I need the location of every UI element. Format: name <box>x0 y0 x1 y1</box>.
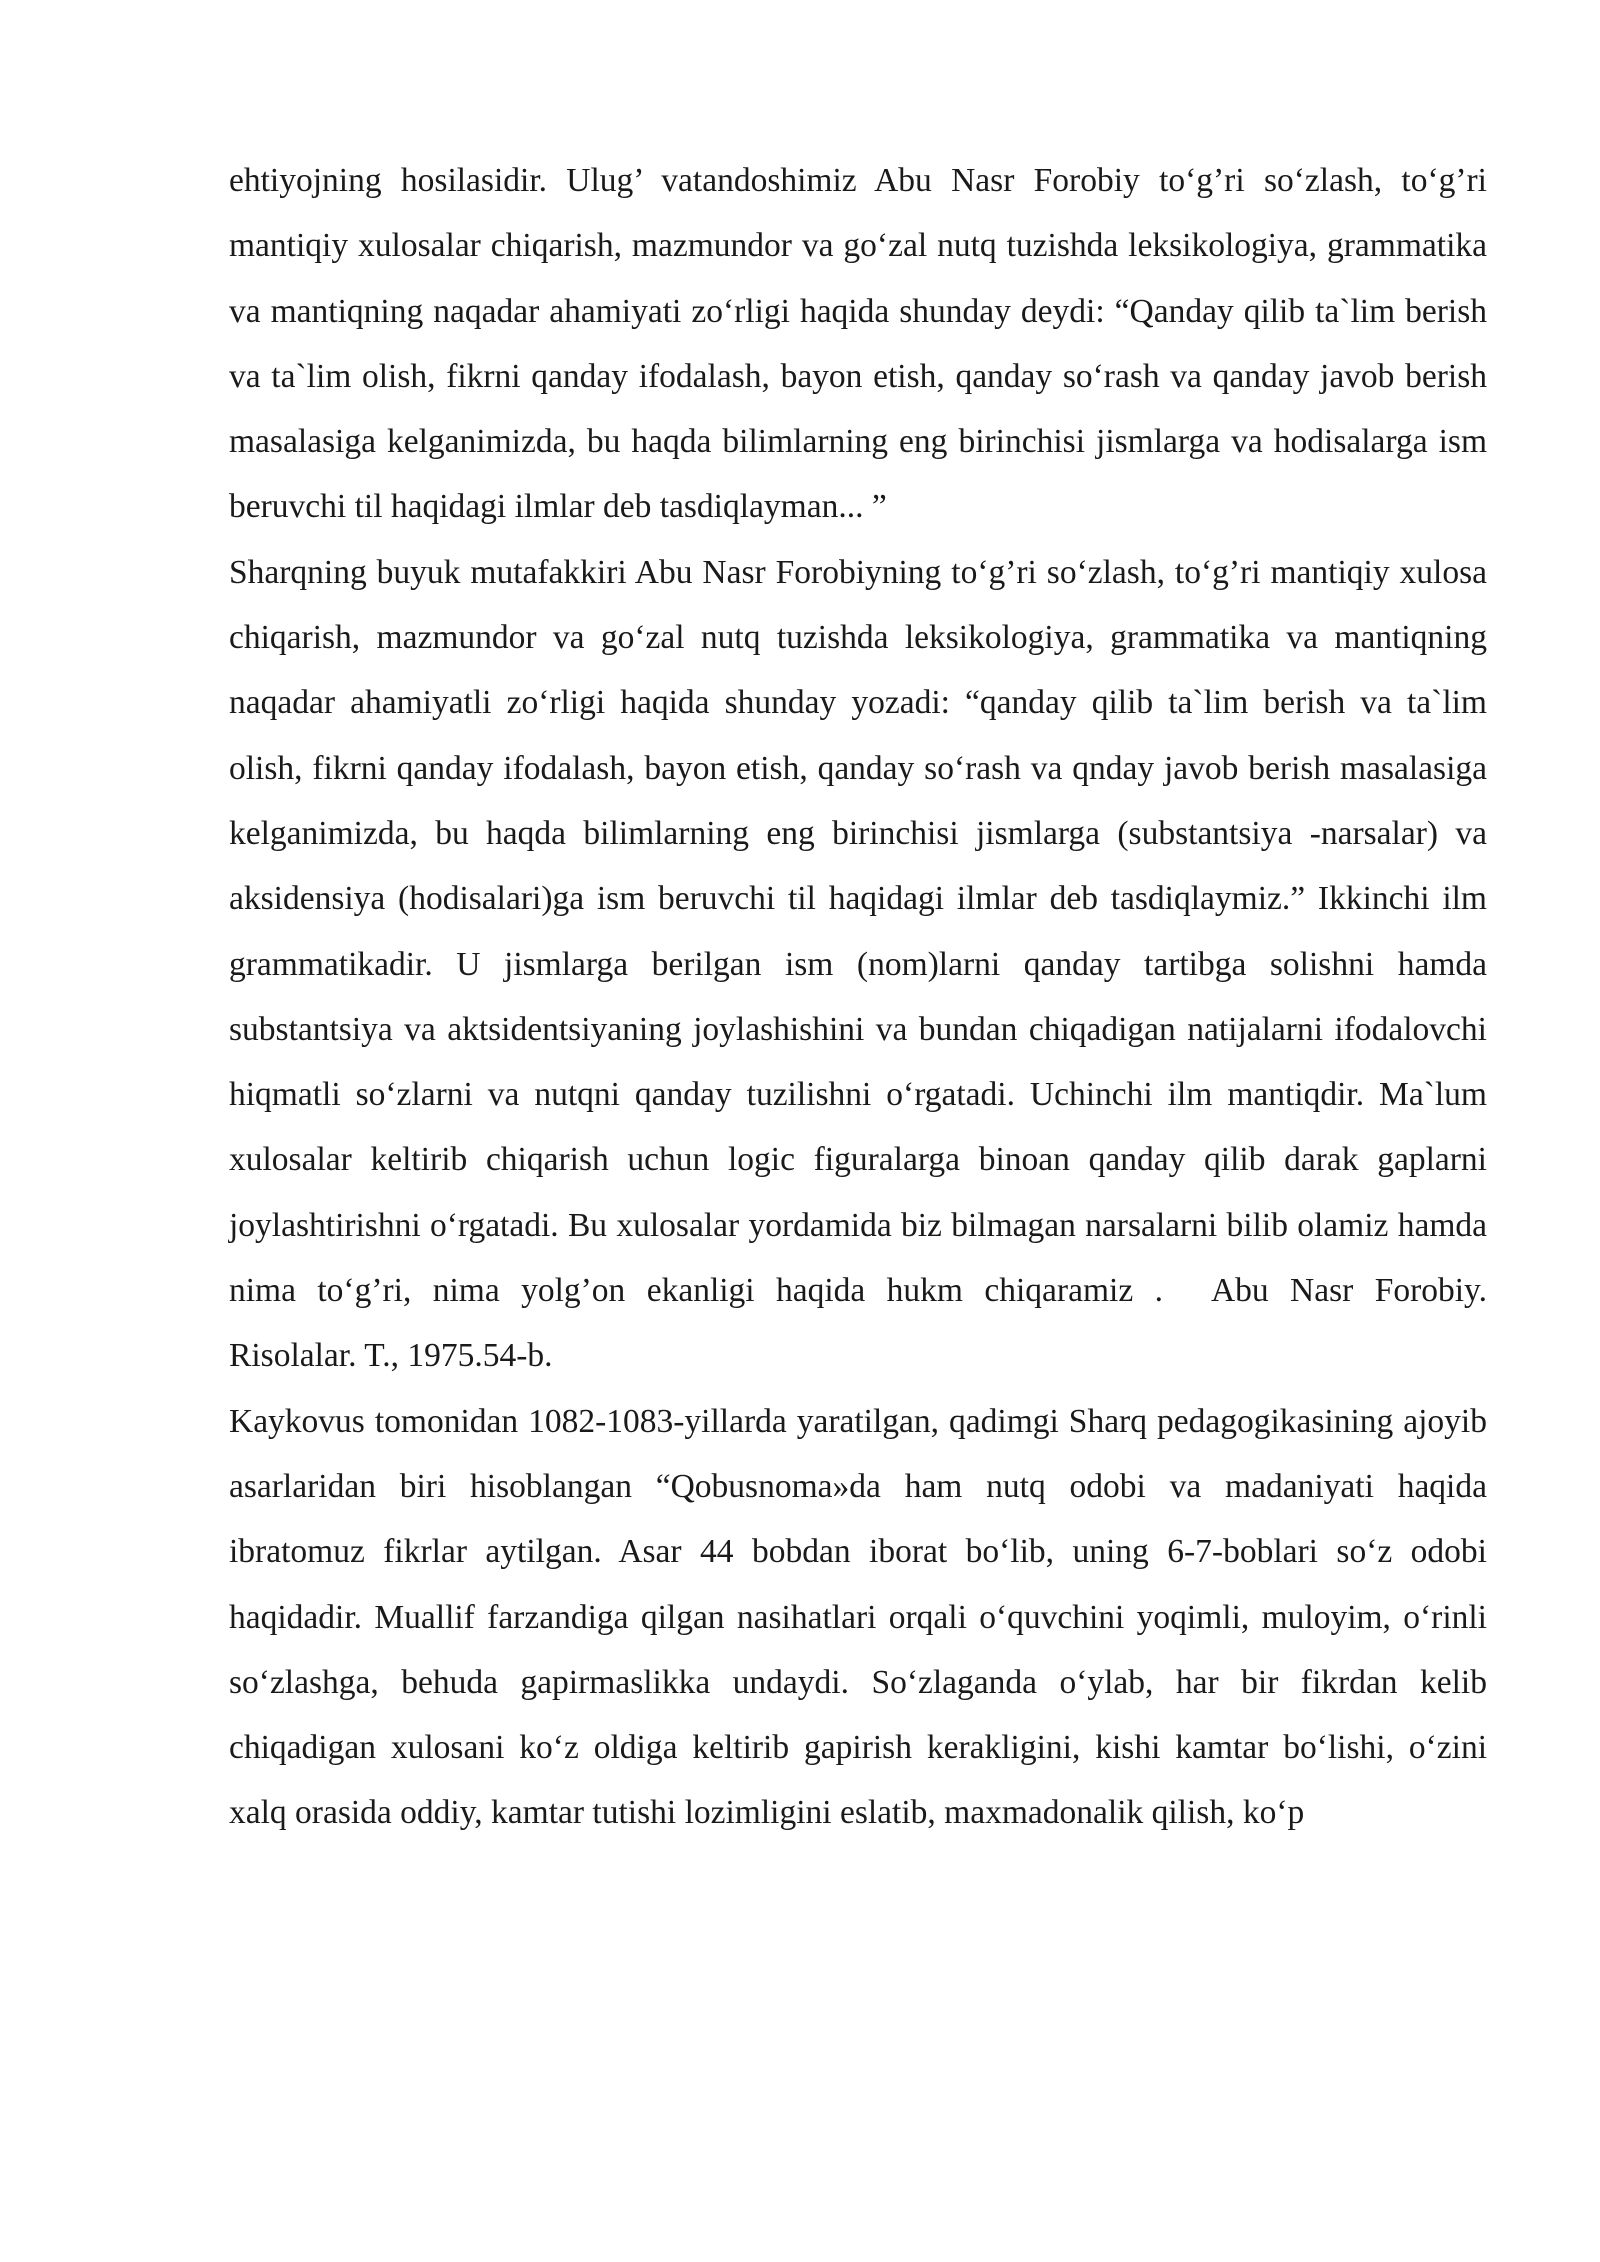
paragraph-body: Sharqning buyuk mutafakkiri Abu Nasr Forobiyning to‘g’ri so‘zlash, to‘g’ri mantiqiy xulosa chiqarish, mazmundor va go‘zal nutq tuzishda leksikologiya, grammatika va mantiqning naqadar ahamiyatli zo‘rligi haqida shunday yozadi: “qanday qilib ta`lim berish va ta`lim olish, fikrni qanday ifodalash, bayon etish, qanday so‘rash va qnday javob berish masalasiga kelganimizda, bu haqda bilimlarning eng birinchisi jismlarga (substantsiya -narsalar) va aksidensiya (hodisalari)ga ism beruvchi til haqidagi ilmlar deb tasdiqlaymiz.” Ikkinchi ilm grammatikadir. U jismlarga berilgan ism (nom)larni qanday tartibga solishni hamda substantsiya va aktsidentsiyaning joylashishini va bundan chiqadigan natijalarni ifodalovchi hiqmatli so‘zlarni va nutqni qanday tuzilishni o‘rgatadi. Uchinchi ilm mantiqdir. Ma`lum xulosalar keltirib chiqarish uchun logic figuralarga binoan qanday qilib darak gaplarni joylashtirishni o‘rgatadi. Bu xulosalar yordamida biz bilmagan narsalarni bilib olamiz hamda nima to‘g’ri, nima yolg’on ekanligi haqida hukm chiqaramiz . <box>229 553 1487 1310</box>
document-page <box>229 148 1487 1846</box>
citation-reference: Abu Nasr Forobiy. Risolalar. T., 1975.54-b. <box>229 1272 1487 1375</box>
paragraph-qobusnoma: Kaykovus tomonidan 1082-1083-yillarda yaratilgan, qadimgi Sharq pedagogikasining ajoyib asarlaridan biri hisoblangan “Qobusnoma»da ham nutq odobi va madaniyati haqida ibratomuz fikrlar aytilgan. Asar 44 bobdan iborat bo‘lib, uning 6-7-boblari so‘z odobi haqidadir. Muallif farzandiga qilgan nasihatlari orqali o‘quvchini yoqimli, muloyim, o‘rinli so‘zlashga, behuda gapirmaslikka undaydi. So‘zlaganda o‘ylab, har bir fikrdan kelib chiqadigan xulosani ko‘z oldiga keltirib gapirish kerakligini, kishi kamtar bo‘lishi, o‘zini xalq orasida oddiy, kamtar tutishi lozimligini eslatib, maxmadonalik qilish, ko‘p <box>229 1402 1487 1832</box>
paragraph-forobiy-sciences <box>229 540 1487 1389</box>
paragraph-forobiy-quote: ehtiyojning hosilasidir. Ulug’ vatandoshimiz Abu Nasr Forobiy to‘g’ri so‘zlash, to‘g’ri mantiqiy xulosalar chiqarish, mazmundor va go‘zal nutq tuzishda leksikologiya, grammatika va mantiqning naqadar ahamiyati zo‘rligi haqida shunday deydi: “Qanday qilib ta`lim berish va ta`lim olish, fikrni qanday ifodalash, bayon etish, qanday so‘rash va qanday javob berish masalasiga kelganimizda, bu haqda bilimlarning eng birinchisi jismlarga va hodisalarga ism beruvchi til haqidagi ilmlar deb tasdiqlayman... ” <box>229 162 1487 526</box>
